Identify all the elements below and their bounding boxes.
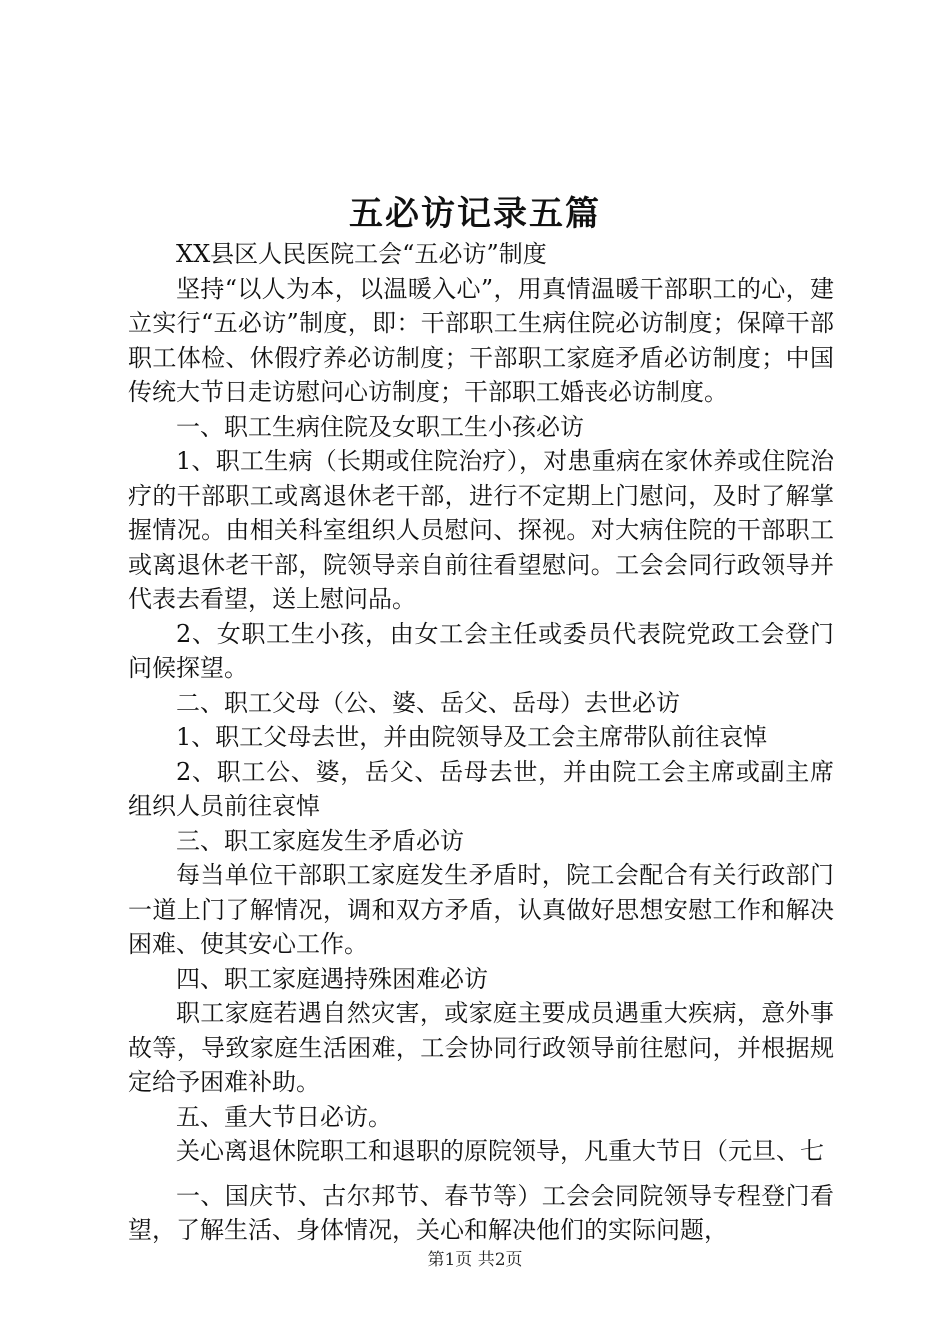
paragraph: 1、职工生病（长期或住院治疗），对患重病在家休养或住院治疗的干部职工或离退休老干部，进行不定期上门慰问，及时了解掌握情况。由相关科室组织人员慰问、探视。对大病住院的干部职工或离退休老干部，院领导亲自前往看望慰问。工会会同行政领导并代表去看望，送上慰问品。 (128, 447, 834, 613)
section-heading-1: 一、职工生病住院及女职工生小孩必访 (176, 412, 584, 441)
paragraph: 关心离退休院职工和退职的原院领导，凡重大节日（元旦、七 (176, 1137, 824, 1165)
paragraph: 1、职工父母去世，并由院领导及工会主席带队前往哀悼 (176, 723, 768, 751)
paragraph: 一、国庆节、古尔邦节、春节等）工会会同院领导专程登门看望，了解生活、身体情况，关心和解决他们的实际问题， (128, 1181, 834, 1244)
paragraph: 每当单位干部职工家庭发生矛盾时，院工会配合有关行政部门一道上门了解情况，调和双方矛盾，认真做好思想安慰工作和解决困难、使其安心工作。 (128, 861, 834, 958)
paragraph: 职工家庭若遇自然灾害，或家庭主要成员遇重大疾病，意外事故等，导致家庭生活困难，工会协同行政领导前往慰问，并根据规定给予困难补助。 (128, 999, 834, 1096)
paragraph: 2、职工公、婆，岳父、岳母去世，并由院工会主席或副主席组织人员前往哀悼 (128, 757, 834, 820)
page-title: 五必访记录五篇 (349, 194, 601, 234)
section-heading-3: 三、职工家庭发生矛盾必访 (176, 826, 464, 855)
page-number: 第1页 共2页 (427, 1250, 523, 1270)
section-heading-4: 四、职工家庭遇持殊困难必访 (176, 964, 488, 993)
paragraph-heading: XX县区人民医院工会“五必访”制度 (176, 240, 547, 268)
paragraph: 2、女职工生小孩，由女工会主任或委员代表院党政工会登门问候探望。 (128, 619, 834, 682)
section-heading-2: 二、职工父母（公、婆、岳父、岳母）去世必访 (176, 688, 680, 717)
document-body (128, 237, 834, 1248)
section-heading-5: 五、重大节日必访。 (176, 1102, 392, 1131)
paragraph-intro: 坚持“以人为本，以温暖入心”，用真情温暖干部职工的心，建立实行“五必访”制度，即：干部职工生病住院必访制度；保障干部职工体检、休假疗养必访制度；干部职工家庭矛盾必访制度；中国传统大节日走访慰问心访制度；干部职工婚丧必访制度。 (128, 274, 834, 406)
